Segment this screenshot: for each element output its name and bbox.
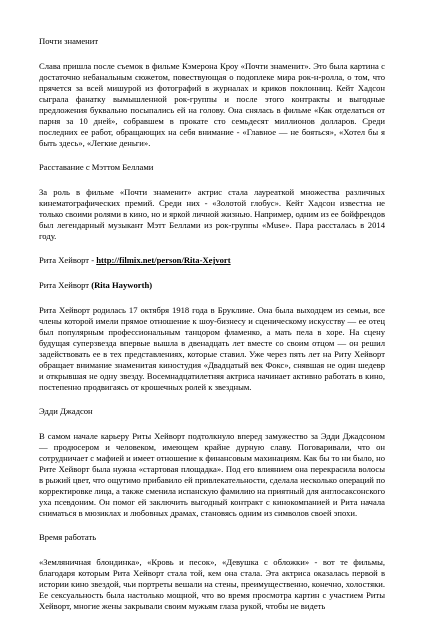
section-paragraph: Слава пришла после съемок в фильме Кэмерона Кроу «Почти знаменит». Это была картина с достаточно небанальным сюжетом, повествующая о подоплеке мира рок-н-ролла, о том, что прячется за всей мишурой из фотографий в журналах и криков поклонниц. Кейт Хадсон сыграла фанатку вымышленной рок-группы и после этого контракты и выгодные предложения буквально посыпались ей на голову. Она снялась в фильме «Как отделаться от парня за 10 дней», собравшем в прокате сто семьдесят миллионов долларов. Среди последних ее работ, обращающих на себя внимание - «Главное — не бояться», «Хотел бы я быть здесь», «Легкие деньги». <box>39 61 385 148</box>
source-link[interactable]: http://filmix.net/person/Rita-Xejvort <box>96 255 231 265</box>
section-heading: Время работать <box>39 532 97 542</box>
bio-title-name: Рита Хейворт <box>39 280 92 290</box>
source-line <box>39 255 385 266</box>
section-paragraph: За роль в фильме «Почти знаменит» актрис стала лауреаткой множества различных кинематографических премий. Среди них - «Золотой глобус». Кейт Хадсон известна не только своими ролями в кино, но и яркой личной жизнью. Например, одним из ее бойфрендов был легендарный музыкант Мэтт Беллами из рок-группы «Muse». Пара рассталась в 2014 году. <box>39 187 385 241</box>
section-paragraph: «Земляничная блондинка», «Кровь и песок», «Девушка с обложки» - вот те фильмы, благодаря которым Рита Хейворт стала той, кем она стала. Эта актриса оказалась первой в истории кино звездой, чьи портреты вешали на стены, преимущественно, конечно, холостяки. Ее сексуальность была настолько мощной, что во время просмотра картин с участием Риты Хейворт, многие жены закрывали своим мужьям глаза рукой, чтобы не видеть <box>39 557 385 611</box>
section-heading: Почти знаменит <box>39 36 99 46</box>
bio-title-original: (Rita Hayworth) <box>91 280 153 290</box>
section-paragraph: В самом начале карьеру Риты Хейворт подтолкнуло вперед замужество за Эдди Джадсоном — продюсером и человеком, имеющем крайне дурную славу. Поговаривали, что он сотрудничает с мафией и имеет отношение к финансовым махинациям. Как бы то ни было, но Рите Хейворт была нужна «стартовая площадка». Под его влиянием она перекрасила волосы в рыжий цвет, что ощутимо прибавило ей привлекательности, сделала несколько операций по корректировке лица, а также сменила испанскую фамилию на приятный для англосаксонского уха псевдоним. Он помог ей заключить выгодный контракт с кинокомпанией и Рита начала сниматься в мюзиклах и любовных драмах, становясь одним из символов своей эпохи. <box>39 431 385 518</box>
section-heading: Расставание с Мэттом Беллами <box>39 162 154 172</box>
document-page <box>39 36 385 625</box>
section-heading: Эдди Джадсон <box>39 406 93 416</box>
bio-paragraph: Рита Хейворт родилась 17 октября 1918 года в Бруклине. Она была выходцем из семьи, все члены которой имели прямое отношение к шоу-бизнесу и сценическому искусству — ее отец был популярным профессиональным танцором фламенко, а мать пела в хоре. На сцену будущая суперзвезда впервые вышла в двенадцать лет вместе со своим отцом — он решил задействовать ее в тех представлениях, которые ставил. Уже через пять лет на Риту Хейворт обращает внимание знаменитая киностудия «Двадцатый век Фокс», снявшая не один шедевр и открывшая не одну звезду. Восемнадцатилетняя актриса начинает активно работать в кино, постепенно продвигаясь от крошечных ролей к звездным. <box>39 305 385 392</box>
bio-title <box>39 280 385 291</box>
source-prefix: Рита Хейворт - <box>39 255 97 265</box>
